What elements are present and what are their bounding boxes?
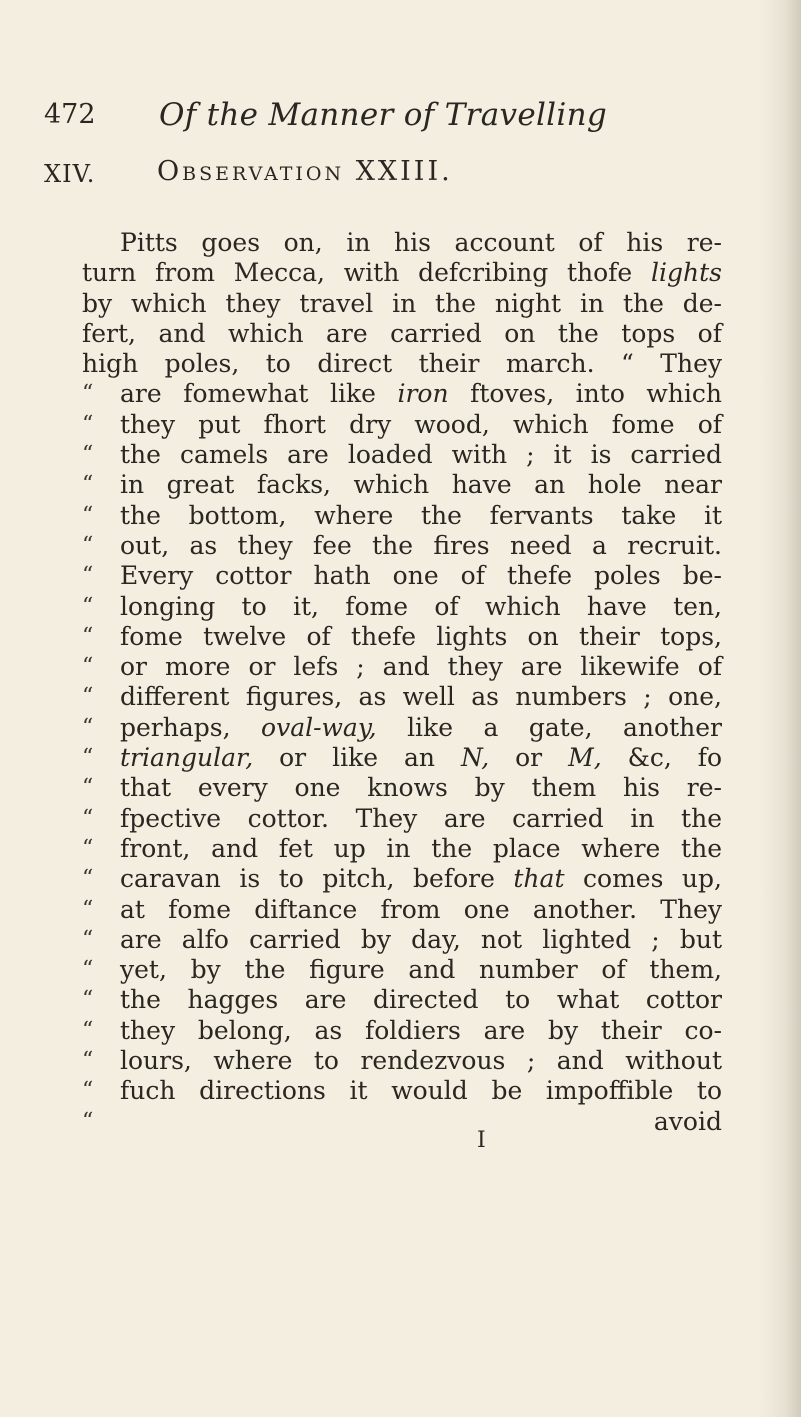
line-text: by which they travel in the night in the de- (82, 288, 722, 318)
line-text: longing to it, fome of which have ten, (120, 591, 722, 621)
text-line (82, 228, 722, 258)
line-text: avoid (653, 1106, 722, 1136)
line-text: are alfo carried by day, not lighted ; but (120, 924, 722, 954)
line-text: fome twelve of thefe lights on their tops, (120, 621, 722, 651)
quote-mark: “ (82, 957, 94, 983)
quote-mark: “ (82, 684, 94, 710)
text-line (82, 1046, 722, 1076)
line-text: perhaps, oval-way, like a gate, another (120, 712, 722, 742)
text-line (82, 1107, 722, 1137)
line-text: at fome diftance from one another. They (120, 894, 722, 924)
quote-mark: “ (82, 987, 94, 1013)
line-text: that every one knows by them his re- (120, 773, 722, 803)
quote-mark: “ (82, 1108, 94, 1134)
chapter-marker: XIV. (44, 160, 96, 188)
text-line (82, 531, 722, 561)
quote-mark: “ (82, 714, 94, 740)
text-line (82, 622, 722, 652)
quote-mark: “ (82, 654, 94, 680)
text-line (82, 895, 722, 925)
text-line (82, 985, 722, 1015)
line-text: or more or lefs ; and they are likewife of (120, 652, 722, 682)
quote-mark: “ (82, 623, 94, 649)
quote-mark: “ (82, 1048, 94, 1074)
text-line (82, 713, 722, 743)
text-line (82, 955, 722, 985)
line-text: turn from Mecca, with defcribing thofe lights (82, 258, 722, 288)
line-text: fuch directions it would be impoffible to (120, 1076, 722, 1106)
quote-mark: “ (82, 593, 94, 619)
quote-mark: “ (82, 442, 94, 468)
text-line (82, 319, 722, 349)
text-line (82, 773, 722, 803)
signature-mark: I (477, 1128, 486, 1153)
text-line (82, 652, 722, 682)
line-text: different figures, as well as numbers ; one, (120, 682, 722, 712)
text-line (82, 592, 722, 622)
text-line (82, 864, 722, 894)
text-line (82, 440, 722, 470)
quote-mark: “ (82, 532, 94, 558)
text-line (82, 501, 722, 531)
running-head (44, 62, 744, 133)
line-text: they belong, as foldiers are by their co- (120, 1015, 722, 1045)
line-text: yet, by the figure and number of them, (120, 955, 722, 985)
quote-mark: “ (82, 896, 94, 922)
line-text: Pitts goes on, in his account of his re- (120, 228, 722, 257)
line-text: the camels are loaded with ; it is carried (120, 440, 722, 470)
line-text: lours, where to rendezvous ; and without (120, 1046, 722, 1076)
quote-mark: “ (82, 411, 94, 437)
quote-mark: “ (82, 502, 94, 528)
page-edge-shadow (761, 0, 801, 1417)
line-text: triangular, or like an N, or M, &c, fo (120, 743, 723, 773)
text-line (82, 470, 722, 500)
text-line (82, 925, 722, 955)
text-line (82, 834, 722, 864)
quote-mark: “ (82, 926, 94, 952)
quote-mark: “ (82, 1017, 94, 1043)
text-line (82, 1016, 722, 1046)
line-text: in great facks, which have an hole near (120, 470, 722, 500)
line-text: high poles, to direct their march. “ They (82, 349, 722, 379)
quote-mark: “ (82, 381, 94, 407)
quote-mark: “ (82, 745, 94, 771)
text-line (82, 410, 722, 440)
quote-mark: “ (82, 805, 94, 831)
line-text: are fomewhat like iron ftoves, into which (120, 379, 723, 409)
running-title: Of the Manner of Travelling (159, 97, 608, 133)
quote-mark: “ (82, 1078, 94, 1104)
text-line (82, 349, 722, 379)
line-text: out, as they fee the fires need a recruit. (120, 530, 722, 560)
text-line (82, 804, 722, 834)
text-line (82, 743, 722, 773)
text-line (82, 289, 722, 319)
line-text: caravan is to pitch, before that comes up, (120, 864, 722, 894)
quote-mark: “ (82, 866, 94, 892)
line-text: the hagges are directed to what cottor (120, 985, 722, 1015)
quote-mark: “ (82, 835, 94, 861)
section-heading: Observation XXIII. (157, 156, 453, 187)
page-number: 472 (44, 99, 96, 130)
quote-mark: “ (82, 472, 94, 498)
text-line (82, 379, 722, 409)
line-text: fpective cottor. They are carried in the (120, 803, 722, 833)
line-text: the bottom, where the fervants take it (120, 500, 722, 530)
line-text: front, and fet up in the place where the (120, 833, 722, 863)
text-line (82, 682, 722, 712)
text-line (82, 561, 722, 591)
line-text: Every cottor hath one of thefe poles be- (120, 561, 722, 591)
quote-mark: “ (82, 775, 94, 801)
text-line (82, 1076, 722, 1106)
line-text: they put fhort dry wood, which fome of (120, 409, 722, 439)
line-text: fert, and which are carried on the tops of (82, 318, 722, 348)
quote-mark: “ (82, 563, 94, 589)
text-line (82, 258, 722, 288)
body-text (82, 228, 722, 1137)
